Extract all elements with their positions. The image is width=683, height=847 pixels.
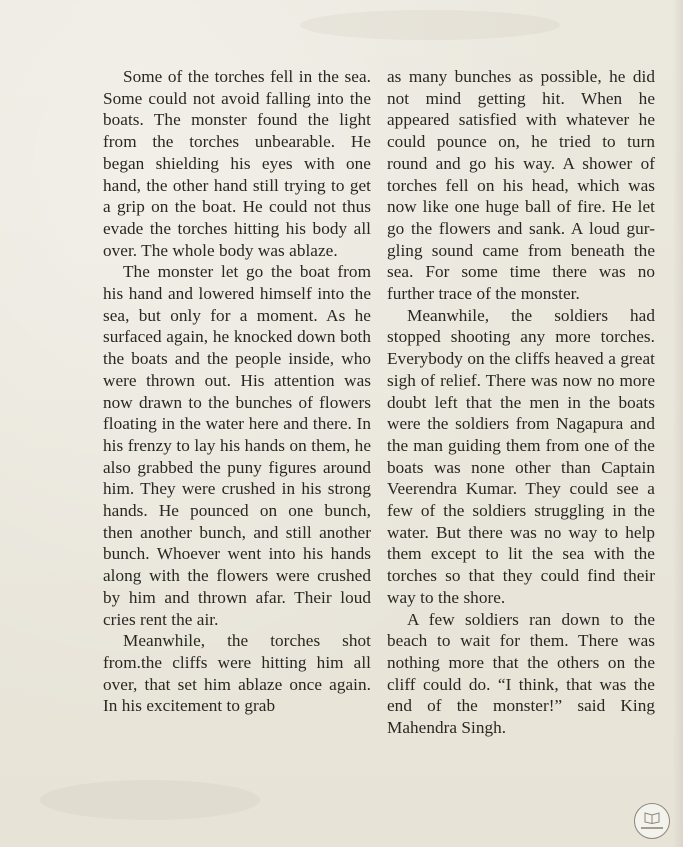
- right-text-column: [387, 66, 655, 739]
- logo-text-line: [641, 827, 663, 829]
- paragraph: Meanwhile, the soldiers had stopped shooting any more torches. Everybody on the cliffs heaved a great sigh of relief. There was now no more doubt left that the men in the boats were the soldiers from Nagapura and the man guiding them from one of the boats was none other than Captain Veerendra Kumar. They could see a few of the soldiers struggling in the water. But there was no way to help them except to lit the sea with the torches so that they could find their way to the shore.: [387, 305, 655, 607]
- paper-smudge: [40, 780, 260, 820]
- paragraph: Some of the torches fell in the sea. Some could not avoid falling into the boats. The monster found the light from the torches unbearable. He began shielding his eyes with one hand, the other hand still trying to get a grip on the boat. He could not thus evade the torches hitting his body all over. The whole body was ablaze.: [103, 67, 371, 260]
- paragraph-continued: as many bunches as possible, he did not mind getting hit. When he appeared satisfied with whatever he could pounce on, he tried to turn round and go his way. A shower of torches fell on his head, which was now like one huge ball of fire. He let go the flowers and sank. A loud gur-gling sound came from beneath the sea. For some time there was no further trace of the monster.: [387, 67, 655, 304]
- scan-edge-shadow: [673, 0, 683, 847]
- left-text-column: [103, 66, 371, 717]
- circular-stamp-logo-icon: [634, 803, 670, 839]
- book-icon: [644, 810, 660, 824]
- paragraph: The monster let go the boat from his hand and lowered himself into the sea, but only for a moment. As he surfaced again, he knocked down both the boats and the people inside, who were thrown out. His attention was now drawn to the bunches of flowers floating in the water here and there. In his frenzy to lay his hands on them, he also grabbed the puny figures around him. They were crushed in his strong hands. He pounced on one bunch, then another bunch, and still another bunch. Whoever went into his hands along with the flowers were crushed by him and thrown afar. Their loud cries rent the air.: [103, 262, 371, 629]
- paragraph: Meanwhile, the torches shot from.the cliffs were hitting him all over, that set him ablaze once again. In his excitement to grab: [103, 631, 371, 716]
- paragraph: A few soldiers ran down to the beach to wait for them. There was nothing more that the others on the cliff could do. “I think, that was the end of the monster!” said King Mahendra Singh.: [387, 609, 655, 738]
- paper-smudge: [300, 10, 560, 40]
